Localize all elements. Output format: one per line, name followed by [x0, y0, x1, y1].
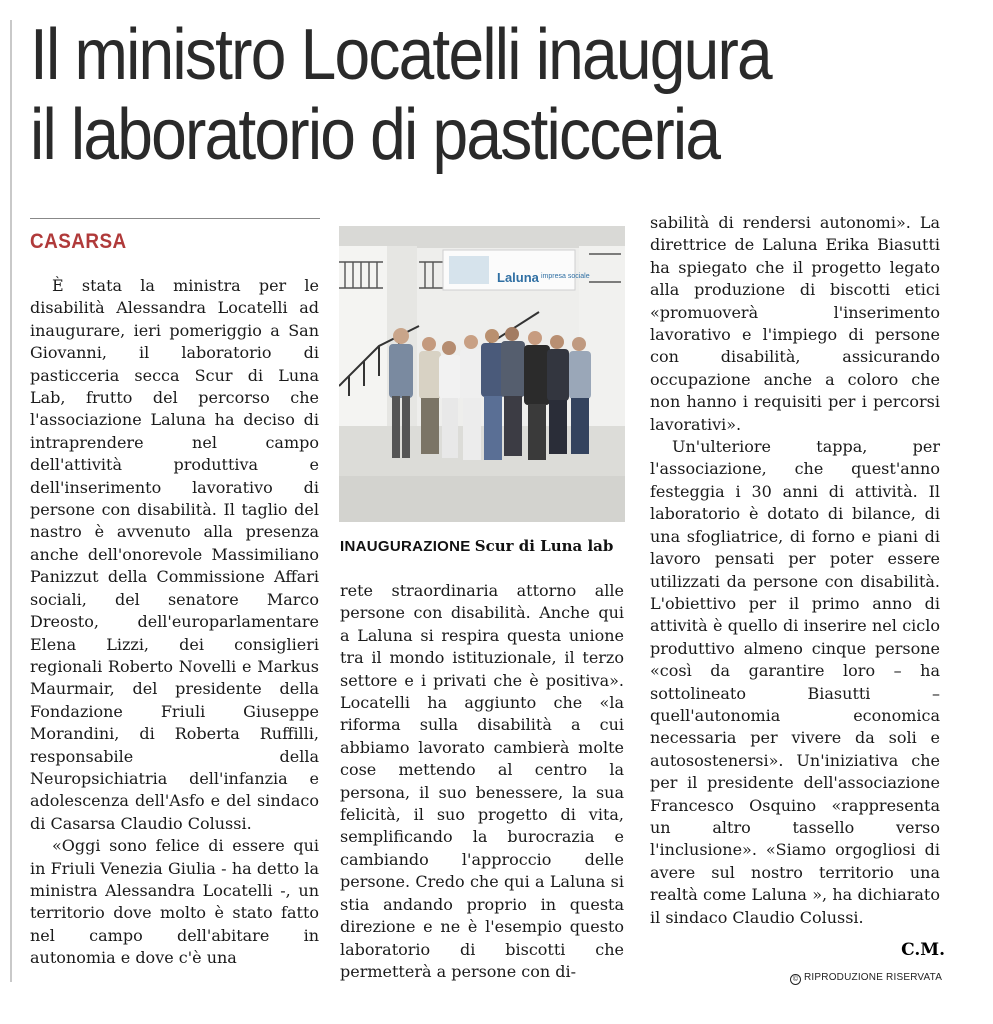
col1-paragraph-1: È stata la ministra per le disabilità Alessandra Locatelli ad inaugurare, ieri pomeriggio a San Giovanni, il laboratorio di pasticceria secca Scur di Luna Lab, frutto del percorso che l'associazione Laluna ha deciso di intraprendere nel campo dell'attività produttiva e dell'inserimento lavorativo di persone con disabilità. Il taglio del nastro è avvenuto alla presenza anche dell'onorevole Massimiliano Panizzut della Commissione Affari sociali, del senatore Marco Dreosto, dell'europarlamentare Elena Lizzi, dei consiglieri regionali Roberto Novelli e Markus Maurmair, del presidente della Fondazione Friuli Giuseppe Morandini, di Roberta Ruffilli, responsabile della Neuropsichiatria dell'infanzia e adolescenza dell'Asfo e del sindaco di Casarsa Claudio Colussi. [30, 276, 319, 833]
group-photo-image [339, 226, 625, 522]
copyright-text: RIPRODUZIONE RISERVATA [804, 972, 943, 983]
col1-paragraph-2: «Oggi sono felice di essere qui in Friuli Venezia Giulia - ha detto la ministra Alessandra Locatelli -, un territorio dove molto è stato fatto nel campo dell'abitare in autonomia e dove c'è una [30, 836, 319, 968]
headline [30, 15, 876, 175]
photo-sign-subtext: impresa sociale [541, 273, 590, 280]
column-3 [650, 212, 940, 929]
col3-paragraph-2: Un'ulteriore tappa, per l'associazione, che quest'anno festeggia i 30 anni di attività. Il laboratorio è dotato di bilance, di una sfogliatrice, di forno e piani di lavoro pensati per poter essere utilizzati da persone con disabilità. L'obiettivo per il primo anno di attività è quello di inserire nel ciclo produttivo almeno cinque persone «così da garantire loro – ha sottolineato Biasutti – quell'autonomia economica necessaria per vivere da soli e autosostenersi». Un'iniziativa che per il presidente dell'associazione Francesco Osquino «rappresenta un altro tassello verso l'inclusione». «Siamo orgogliosi di avere sul nostro territorio una realtà come Laluna », ha dichiarato il sindaco Claudio Colussi. [650, 437, 940, 927]
headline-line-2: il laboratorio di pasticceria [30, 95, 720, 175]
author-signature: C.M. [901, 940, 945, 960]
photo-sign-logo: Laluna [497, 270, 539, 285]
copyright-notice [790, 972, 942, 985]
col3-paragraph-1: sabilità di rendersi autonomi». La direttrice de Laluna Erika Biasutti ha spiegato che il progetto legato alla produzione di biscotti etici «promuoverà l'inserimento lavorativo e l'impiego di persone con disabilità, assicurando occupazione anche a coloro che non hanno i requisiti per i percorsi lavorativi». [650, 213, 940, 434]
photo-caption [340, 537, 630, 555]
kicker-location: CASARSA [30, 230, 127, 253]
column-1 [30, 275, 319, 970]
kicker-rule [30, 218, 320, 219]
caption-text: Scur di Luna lab [474, 537, 614, 555]
page-edge-line [10, 20, 12, 982]
headline-line-1: Il ministro Locatelli inaugura [30, 15, 771, 95]
column-2 [340, 580, 624, 983]
col2-paragraph-1: rete straordinaria attorno alle persone con disabilità. Anche qui a Laluna si respira questa unione tra il mondo istituzionale, il terzo settore e i privati che è positiva». Locatelli ha aggiunto che «la riforma sulla disabilità a cui abbiamo lavorato cambierà molte cose mettendo al centro la persona, il suo benessere, la sua felicità, il suo progetto di vita, semplificando la burocrazia e cambiando l'approccio delle persone. Credo che qui a Laluna si stia andando proprio in questa direzione e ne è l'esempio questo laboratorio di biscotti che permetterà a persone con di- [340, 581, 624, 981]
copyright-icon: © [790, 974, 801, 985]
caption-label: INAUGURAZIONE [340, 538, 471, 555]
article-photo [339, 226, 625, 522]
